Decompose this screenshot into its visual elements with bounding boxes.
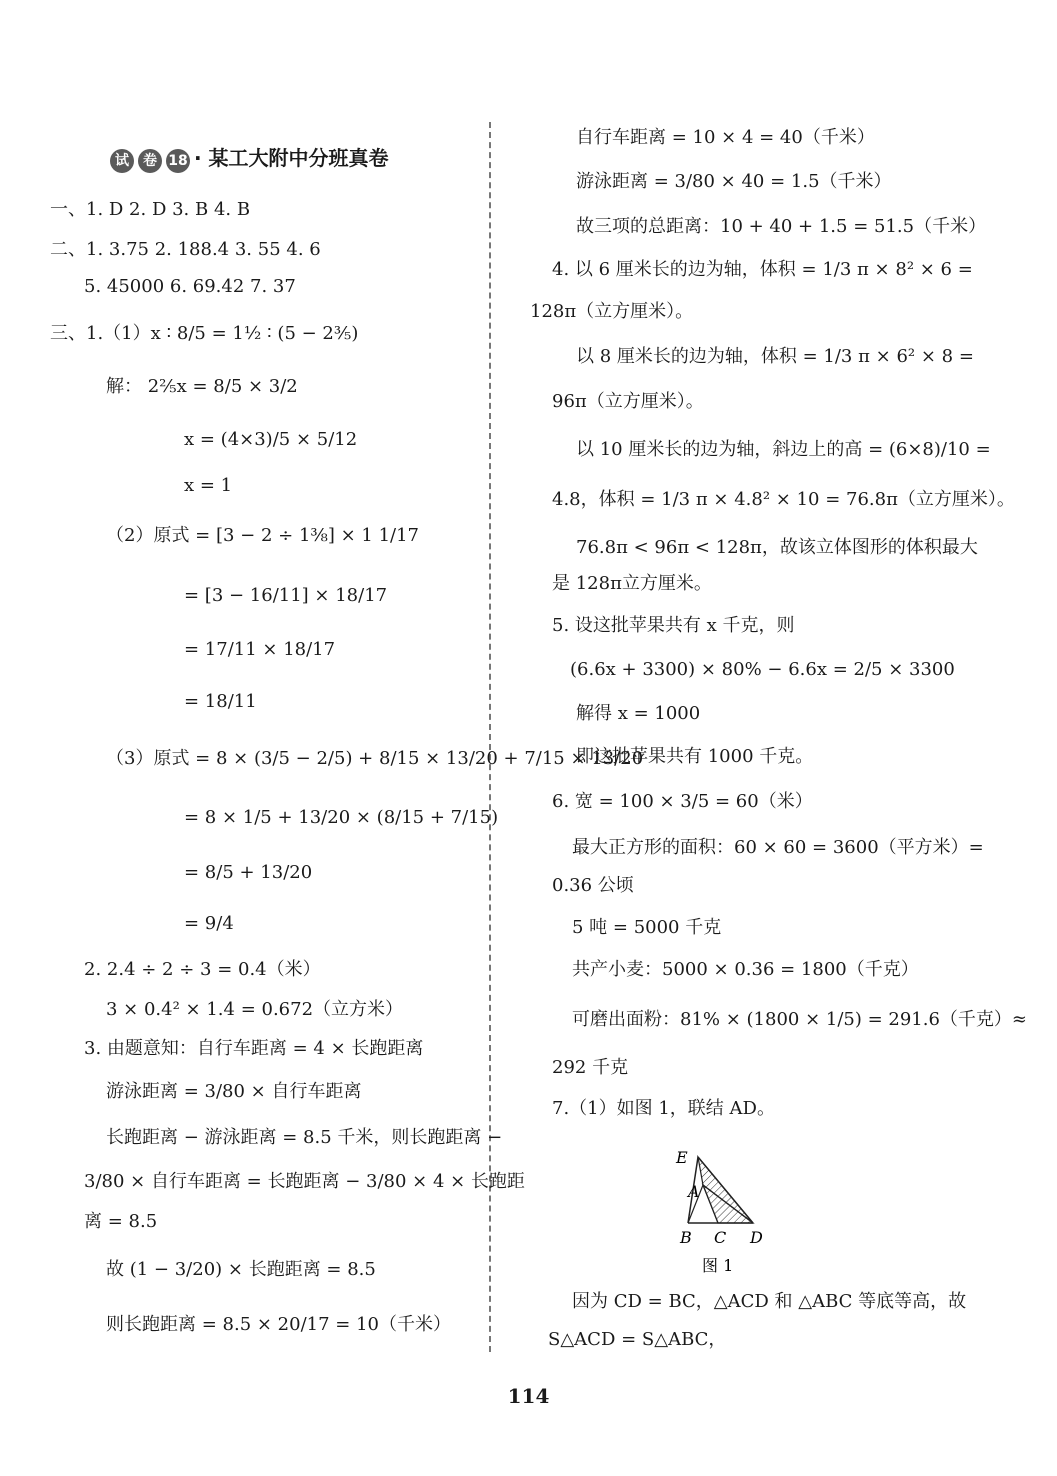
left-line: （3）原式 = 8 × (3/5 − 2/5) + 8/15 × 13/20 + 7/15 × 13/20 (106, 748, 644, 769)
left-line: 长跑距离 − 游泳距离 = 8.5 千米，则长跑距离 − (106, 1127, 503, 1148)
right-line: 因为 CD = BC，△ACD 和 △ABC 等底等高，故 (572, 1291, 967, 1312)
left-line: x = 1 (184, 475, 233, 496)
left-line: 则长跑距离 = 8.5 × 20/17 = 10（千米） (106, 1314, 451, 1335)
right-line: S△ACD = S△ABC， (548, 1329, 727, 1350)
left-line: = 9/4 (184, 913, 234, 934)
left-line: = 8 × 1/5 + 13/20 × (8/15 + 7/15) (184, 807, 499, 828)
label-B: B (680, 1228, 692, 1247)
left-line: 解： 2⅖x = 8/5 × 3/2 (106, 376, 298, 397)
section-title (110, 146, 389, 173)
left-line: 三、1.（1）x ∶ 8/5 = 1½ ∶ (5 − 2⅗) (50, 323, 359, 344)
left-line: x = (4×3)/5 × 5/12 (184, 429, 358, 450)
triangle-figure (670, 1145, 790, 1275)
right-line: 可磨出面粉：81% × (1800 × 1/5) = 291.6（千克）≈ (572, 1009, 1028, 1030)
title-badge-3: 18 (166, 149, 190, 173)
left-line: = [3 − 16/11] × 18/17 (184, 585, 388, 606)
label-A: A (688, 1182, 700, 1201)
right-line: 以 10 厘米长的边为轴，斜边上的高 = (6×8)/10 = (576, 439, 991, 460)
right-line: 96π（立方厘米）。 (552, 391, 704, 412)
right-line: 是 128π立方厘米。 (552, 573, 712, 594)
figure-caption: 图 1 (702, 1256, 734, 1275)
title-text: · 某工大附中分班真卷 (194, 146, 389, 170)
left-line: = 17/11 × 18/17 (184, 639, 336, 660)
page-number: 114 (507, 1384, 550, 1408)
left-line: 故 (1 − 3/20) × 长跑距离 = 8.5 (106, 1259, 376, 1280)
right-line: 共产小麦：5000 × 0.36 = 1800（千克） (572, 959, 919, 980)
left-line: 3 × 0.4² × 1.4 = 0.672（立方米） (106, 999, 404, 1020)
left-line: （2）原式 = [3 − 2 ÷ 1⅜] × 1 1/17 (106, 525, 419, 546)
right-line: 0.36 公顷 (552, 875, 634, 896)
right-line: 游泳距离 = 3/80 × 40 = 1.5（千米） (576, 171, 892, 192)
right-line: 76.8π < 96π < 128π，故该立体图形的体积最大 (576, 537, 978, 558)
left-line: 一、1. D 2. D 3. B 4. B (50, 199, 251, 220)
left-line: 5. 45000 6. 69.42 7. 37 (84, 276, 296, 297)
left-line: 二、1. 3.75 2. 188.4 3. 55 4. 6 (50, 239, 321, 260)
right-line: 以 8 厘米长的边为轴，体积 = 1/3 π × 6² × 8 = (576, 346, 974, 367)
label-D: D (750, 1228, 763, 1247)
left-line: 3/80 × 自行车距离 = 长跑距离 − 3/80 × 4 × 长跑距 (84, 1171, 525, 1192)
left-line: = 18/11 (184, 691, 257, 712)
right-line: 即这批苹果共有 1000 千克。 (576, 746, 814, 767)
right-line: 7.（1）如图 1，联结 AD。 (552, 1098, 775, 1119)
label-C: C (714, 1228, 727, 1247)
right-line: 4.8，体积 = 1/3 π × 4.8² × 10 = 76.8π（立方厘米）。 (552, 489, 1015, 510)
right-line: 最大正方形的面积：60 × 60 = 3600（平方米）= (572, 837, 984, 858)
right-line: 292 千克 (552, 1057, 629, 1078)
column-divider (489, 122, 491, 1352)
right-line: 自行车距离 = 10 × 4 = 40（千米） (576, 127, 875, 148)
left-line: 游泳距离 = 3/80 × 自行车距离 (106, 1081, 362, 1102)
right-line: 6. 宽 = 100 × 3/5 = 60（米） (552, 791, 813, 812)
left-line: 3. 由题意知：自行车距离 = 4 × 长跑距离 (84, 1038, 424, 1059)
right-line: 5. 设这批苹果共有 x 千克，则 (552, 615, 795, 636)
left-line: 离 = 8.5 (84, 1211, 158, 1232)
right-line: 解得 x = 1000 (576, 703, 701, 724)
left-line: = 8/5 + 13/20 (184, 862, 313, 883)
right-line: (6.6x + 3300) × 80% − 6.6x = 2/5 × 3300 (570, 659, 955, 680)
left-line: 2. 2.4 ÷ 2 ÷ 3 = 0.4（米） (84, 959, 321, 980)
right-line: 4. 以 6 厘米长的边为轴，体积 = 1/3 π × 8² × 6 = (552, 259, 973, 280)
title-badge-2: 卷 (138, 149, 162, 173)
right-line: 5 吨 = 5000 千克 (572, 917, 722, 938)
right-line: 128π（立方厘米）。 (530, 301, 694, 322)
right-line: 故三项的总距离：10 + 40 + 1.5 = 51.5（千米） (576, 216, 987, 237)
title-badge-1: 试 (110, 149, 134, 173)
label-E: E (676, 1148, 688, 1167)
